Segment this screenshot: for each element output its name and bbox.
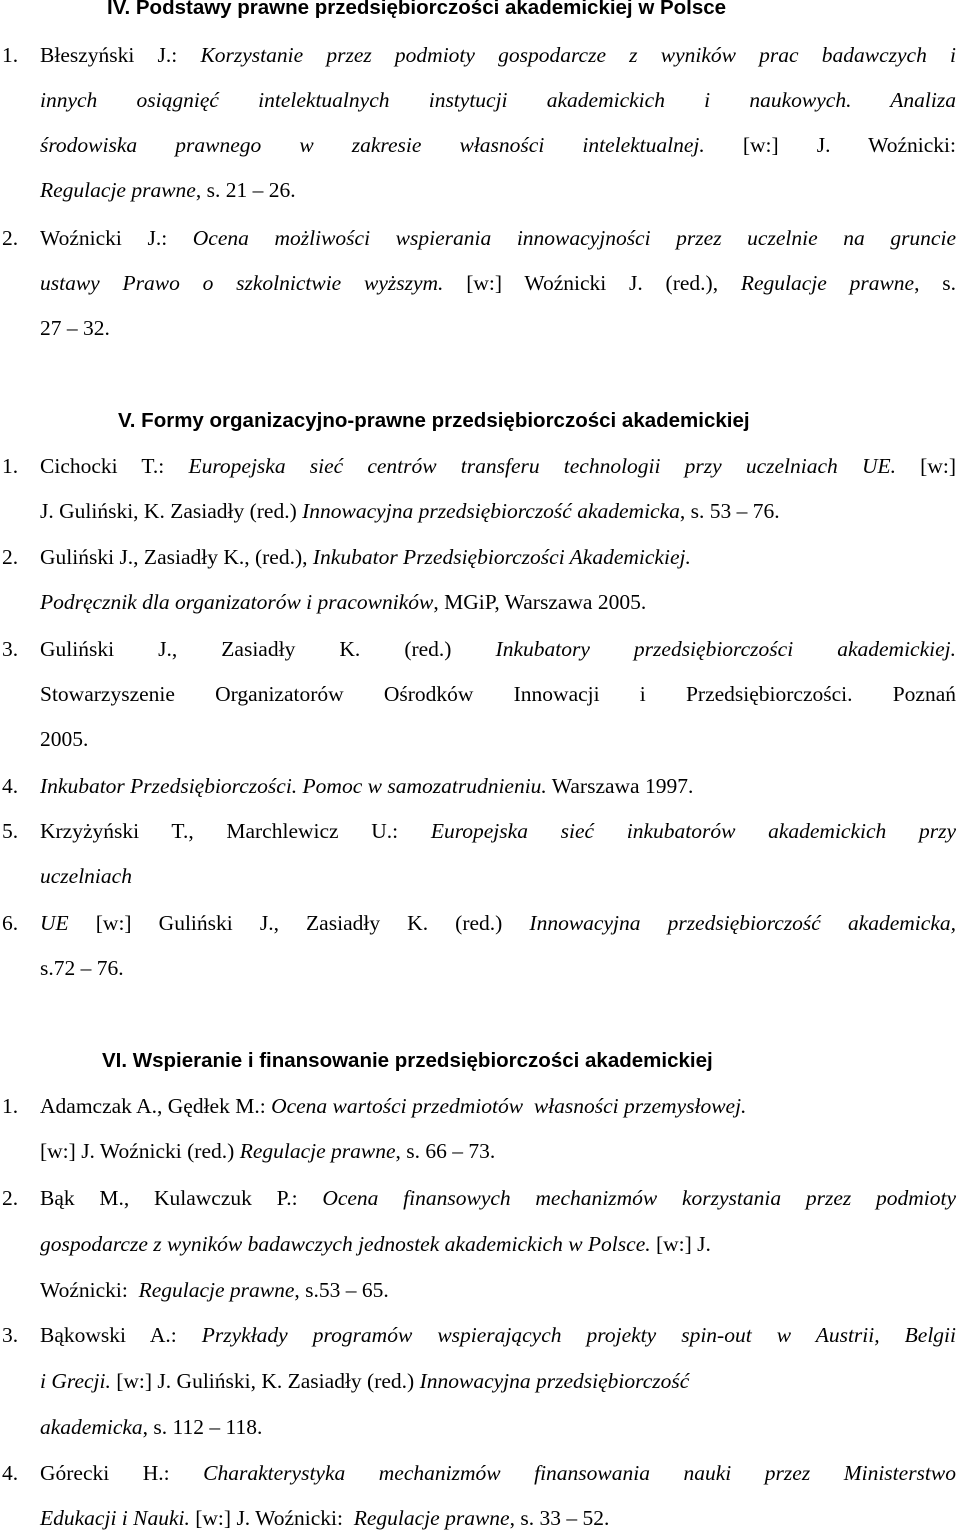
entry-number: 3.	[2, 1323, 19, 1347]
entry-line: innych osiągnięć intelektualnych instytucji akademickich i naukowych. Analiza	[40, 88, 956, 112]
entry-line: Regulacje prawne, s. 21 – 26.	[40, 178, 296, 202]
entry-line: uczelniach	[40, 864, 132, 888]
entry-number: 6.	[2, 911, 19, 935]
entry-line: Podręcznik dla organizatorów i pracowników, MGiP, Warszawa 2005.	[40, 590, 647, 614]
entry-line: Krzyżyński T., Marchlewicz U.: Europejska sieć inkubatorów akademickich przy	[40, 819, 956, 843]
entry-line: UE [w:] Guliński J., Zasiadły K. (red.) Innowacyjna przedsiębiorczość akademicka,	[40, 911, 956, 935]
entry-number: 2.	[2, 1186, 19, 1210]
entry-line: Guliński J., Zasiadły K. (red.) Inkubatory przedsiębiorczości akademickiej.	[40, 637, 956, 661]
entry-line: [w:] J. Woźnicki (red.) Regulacje prawne, s. 66 – 73.	[40, 1139, 496, 1163]
entry-number: 1.	[2, 1094, 19, 1118]
entry-line: gospodarcze z wyników badawczych jednostek akademickich w Polsce. [w:] J.	[40, 1232, 711, 1256]
entry-number: 1.	[2, 454, 19, 478]
entry-line: Stowarzyszenie Organizatorów Ośrodków Innowacji i Przedsiębiorczości. Poznań	[40, 682, 956, 706]
entry-line: s.72 – 76.	[40, 956, 124, 980]
entry-line: akademicka, s. 112 – 118.	[40, 1415, 263, 1439]
entry-line: Guliński J., Zasiadły K., (red.), Inkubator Przedsiębiorczości Akademickiej.	[40, 545, 691, 569]
entry-line: ustawy Prawo o szkolnictwie wyższym. [w:] Woźnicki J. (red.), Regulacje prawne, s.	[40, 271, 956, 295]
entry-number: 2.	[2, 226, 19, 250]
entry-line: Bąk M., Kulawczuk P.: Ocena finansowych mechanizmów korzystania przez podmioty	[40, 1186, 957, 1210]
entry-number: 2.	[2, 545, 19, 569]
section-heading: VI. Wspieranie i finansowanie przedsiębiorczości akademickiej	[102, 1049, 713, 1072]
entry-line: środowiska prawnego w zakresie własności intelektualnej. [w:] J. Woźnicki:	[40, 133, 957, 157]
section-heading: IV. Podstawy prawne przedsiębiorczości akademickiej w Polsce	[107, 0, 727, 19]
entry-line: 27 – 32.	[40, 316, 110, 340]
entry-line: 2005.	[40, 727, 89, 751]
entry-number: 4.	[2, 774, 19, 798]
entry-line: Bąkowski A.: Przykłady programów wspierających projekty spin-out w Austrii, Belgii	[40, 1323, 956, 1347]
section-heading: V. Formy organizacyjno-prawne przedsiębiorczości akademickiej	[118, 409, 750, 432]
entry-line: Woźnicki J.: Ocena możliwości wspierania innowacyjności przez uczelnie na gruncie	[40, 226, 956, 250]
entry-line: Górecki H.: Charakterystyka mechanizmów finansowania nauki przez Ministerstwo	[40, 1461, 956, 1485]
entry-number: 5.	[2, 819, 19, 843]
entry-number: 3.	[2, 637, 19, 661]
entry-line: Inkubator Przedsiębiorczości. Pomoc w samozatrudnieniu. Warszawa 1997.	[40, 774, 694, 798]
entry-number: 4.	[2, 1461, 19, 1485]
entry-line: i Grecji. [w:] J. Guliński, K. Zasiadły (red.) Innowacyjna przedsiębiorczość	[40, 1369, 690, 1393]
entry-line: Błeszyński J.: Korzystanie przez podmioty gospodarcze z wyników prac badawczych i	[40, 43, 956, 67]
entry-line: Edukacji i Nauki. [w:] J. Woźnicki: Regulacje prawne, s. 33 – 52.	[40, 1506, 610, 1530]
entry-number: 1.	[2, 43, 19, 67]
entry-line: Woźnicki: Regulacje prawne, s.53 – 65.	[40, 1278, 389, 1302]
entry-line: Cichocki T.: Europejska sieć centrów transferu technologii przy uczelniach UE. [w:]	[40, 454, 956, 478]
entry-line: Adamczak A., Gędłek M.: Ocena wartości przedmiotów własności przemysłowej.	[40, 1094, 747, 1118]
entry-line: J. Guliński, K. Zasiadły (red.) Innowacyjna przedsiębiorczość akademicka, s. 53 – 76.	[40, 499, 780, 523]
